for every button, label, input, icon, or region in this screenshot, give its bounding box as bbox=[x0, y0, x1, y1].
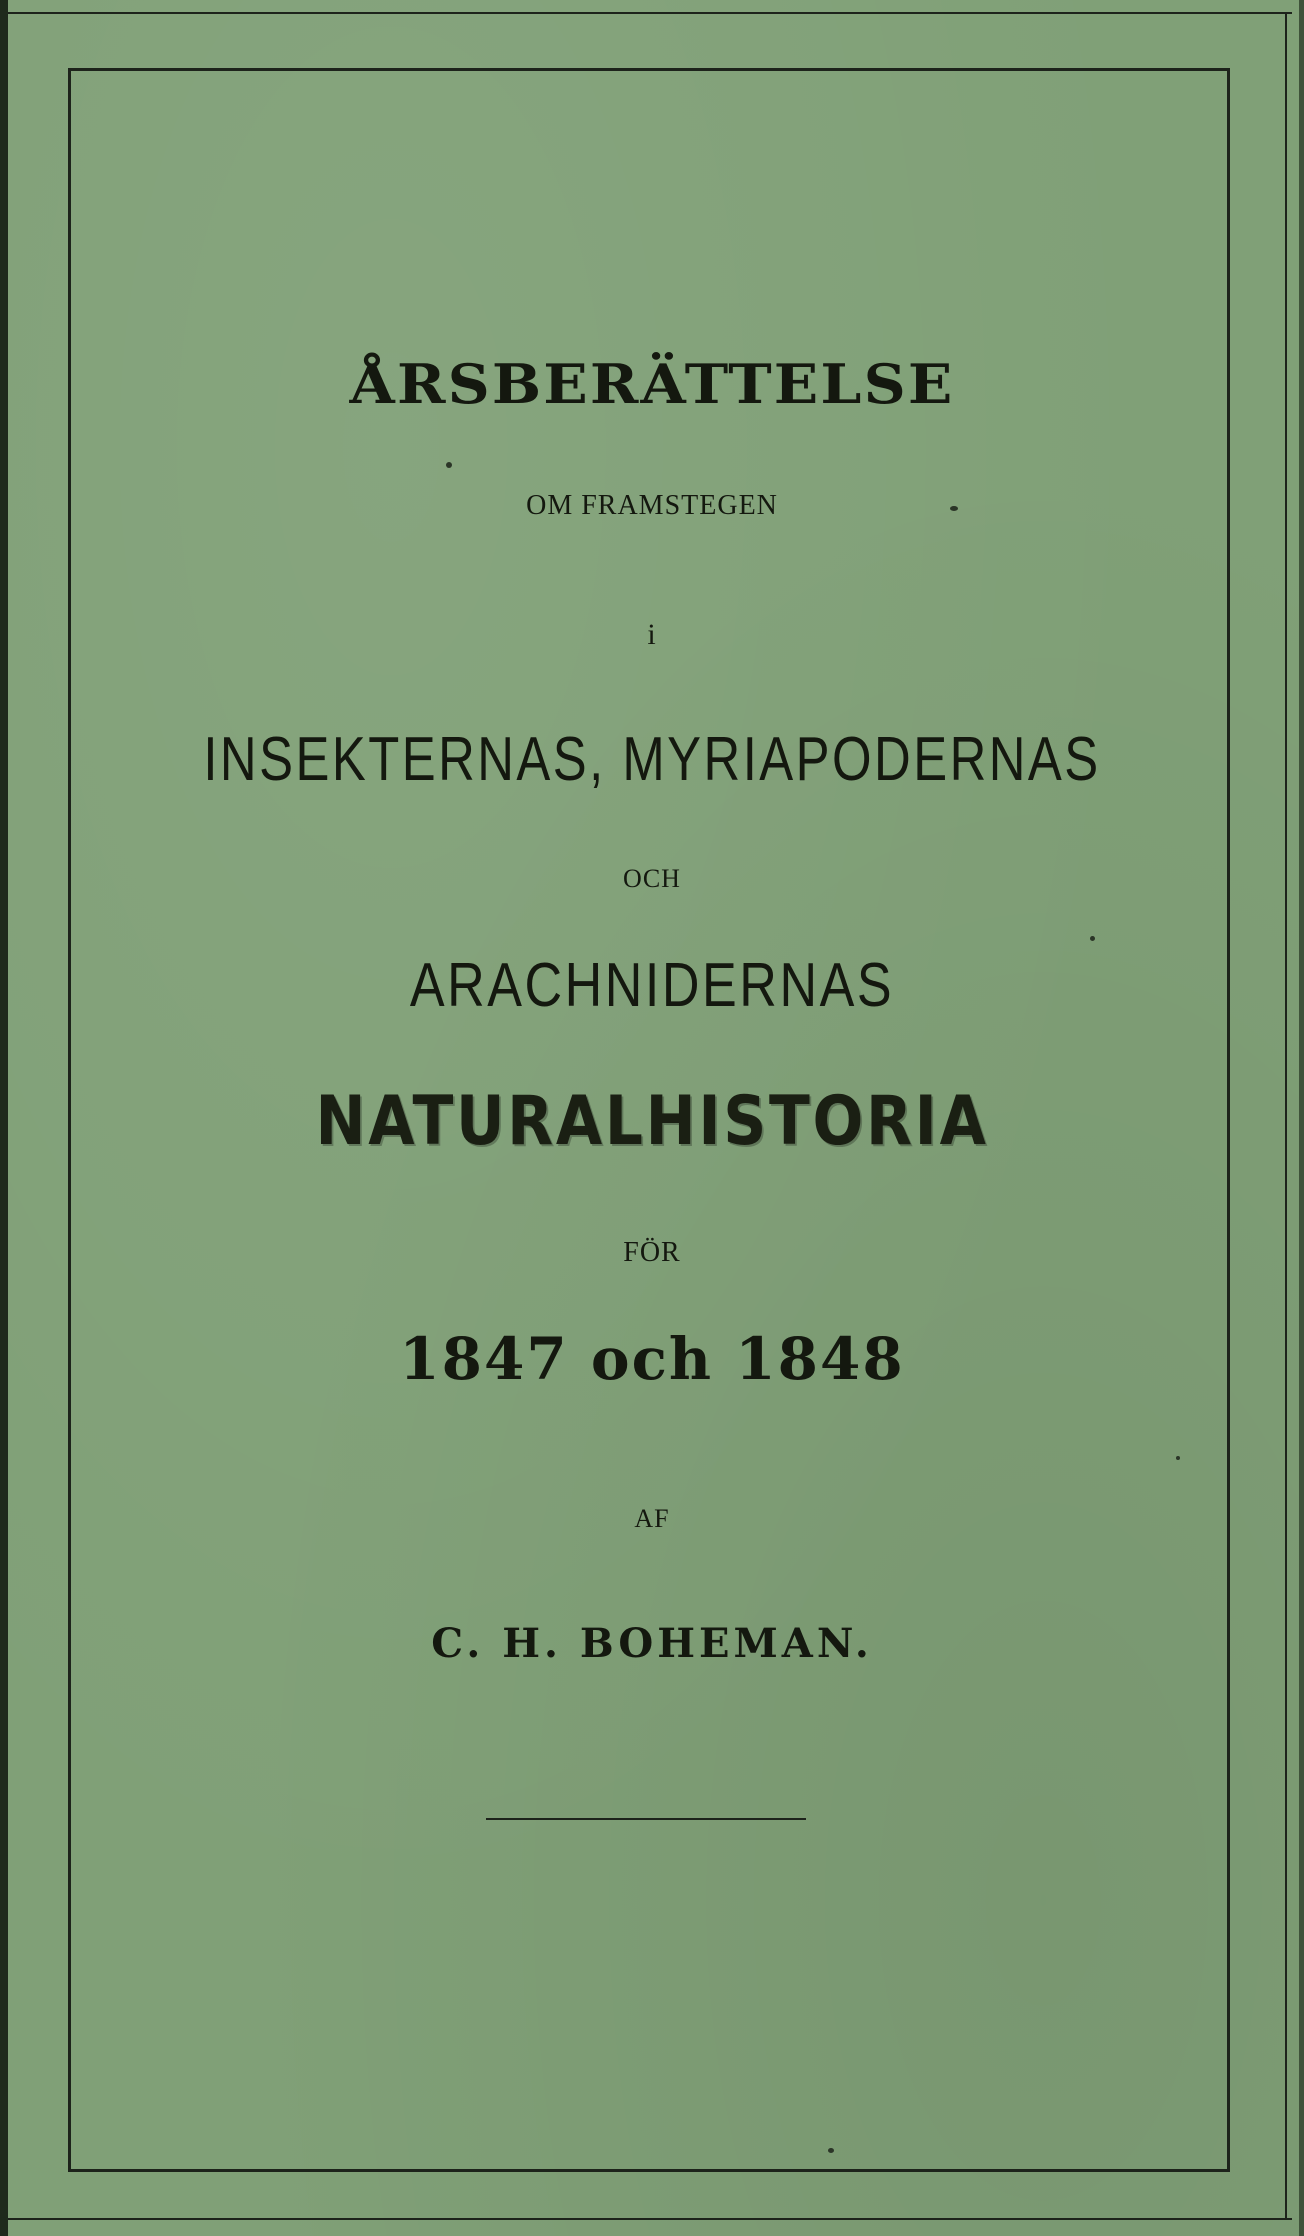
paper-speck bbox=[950, 506, 958, 511]
subject-insekternas: INSEKTERNAS, MYRIAPODERNAS bbox=[203, 725, 1101, 794]
author-name: C. H. BOHEMAN. bbox=[431, 1620, 873, 1667]
subject-naturalhistoria: NATURALHISTORIA bbox=[315, 1082, 989, 1161]
subtitle-i: i bbox=[647, 618, 657, 651]
paper-speck bbox=[1090, 936, 1095, 941]
years-line: 1847 och 1848 bbox=[399, 1325, 905, 1393]
subject-arachnidernas: ARACHNIDERNAS bbox=[409, 951, 895, 1020]
subtitle-for: FÖR bbox=[623, 1237, 681, 1268]
subtitle-af: AF bbox=[634, 1504, 670, 1533]
paper-speck bbox=[1176, 1456, 1180, 1460]
bottom-divider-rule bbox=[486, 1818, 806, 1820]
outer-rule-bottom bbox=[8, 2218, 1292, 2220]
subtitle-om-framstegen: OM FRAMSTEGEN bbox=[526, 490, 778, 521]
subtitle-och: OCH bbox=[623, 864, 681, 893]
paper-speck bbox=[446, 462, 452, 468]
paper-speck bbox=[828, 2148, 834, 2153]
outer-rule-top bbox=[8, 12, 1292, 14]
page-edge-shadow bbox=[0, 0, 8, 2236]
cover-title: ÅRSBERÄTTELSE bbox=[349, 352, 955, 416]
outer-rule-right bbox=[1285, 12, 1287, 2220]
page-edge-right bbox=[1299, 0, 1304, 2236]
